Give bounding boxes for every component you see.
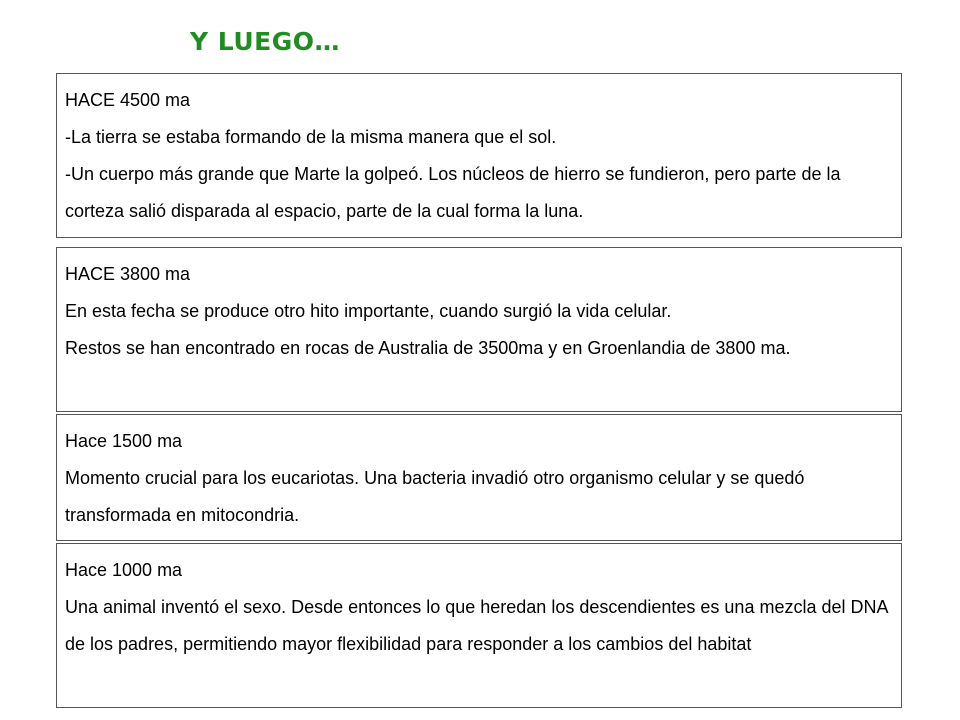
- box-heading: Hace 1500 ma: [65, 431, 183, 451]
- box-heading: HACE 3800 ma: [65, 264, 191, 284]
- text-box-4500-ma: [56, 73, 902, 238]
- text-box-1000-ma: [56, 543, 902, 708]
- box-heading: HACE 4500 ma: [65, 90, 191, 110]
- box-paragraph: Una animal inventó el sexo. Desde entonces lo que heredan los descendientes es una mezcla del DNA de los padres, permitiendo mayor flexibilidad para responder a los cambios del habitat: [65, 597, 888, 654]
- box-heading: Hace 1000 ma: [65, 560, 183, 580]
- text-box-3800-ma: [56, 247, 902, 412]
- box-paragraph: En esta fecha se produce otro hito importante, cuando surgió la vida celular.: [65, 301, 672, 321]
- text-box-1500-ma: [56, 414, 902, 541]
- box-paragraph: -Un cuerpo más grande que Marte la golpeó. Los núcleos de hierro se fundieron, pero parte de la corteza salió disparada al espacio, parte de la cual forma la luna.: [65, 164, 841, 221]
- box-paragraph: Restos se han encontrado en rocas de Australia de 3500ma y en Groenlandia de 3800 ma.: [65, 338, 791, 358]
- page-title: Y LUEGO…: [190, 27, 340, 56]
- box-paragraph: Momento crucial para los eucariotas. Una bacteria invadió otro organismo celular y se quedó transformada en mitocondria.: [65, 468, 805, 525]
- box-paragraph: -La tierra se estaba formando de la misma manera que el sol.: [65, 127, 557, 147]
